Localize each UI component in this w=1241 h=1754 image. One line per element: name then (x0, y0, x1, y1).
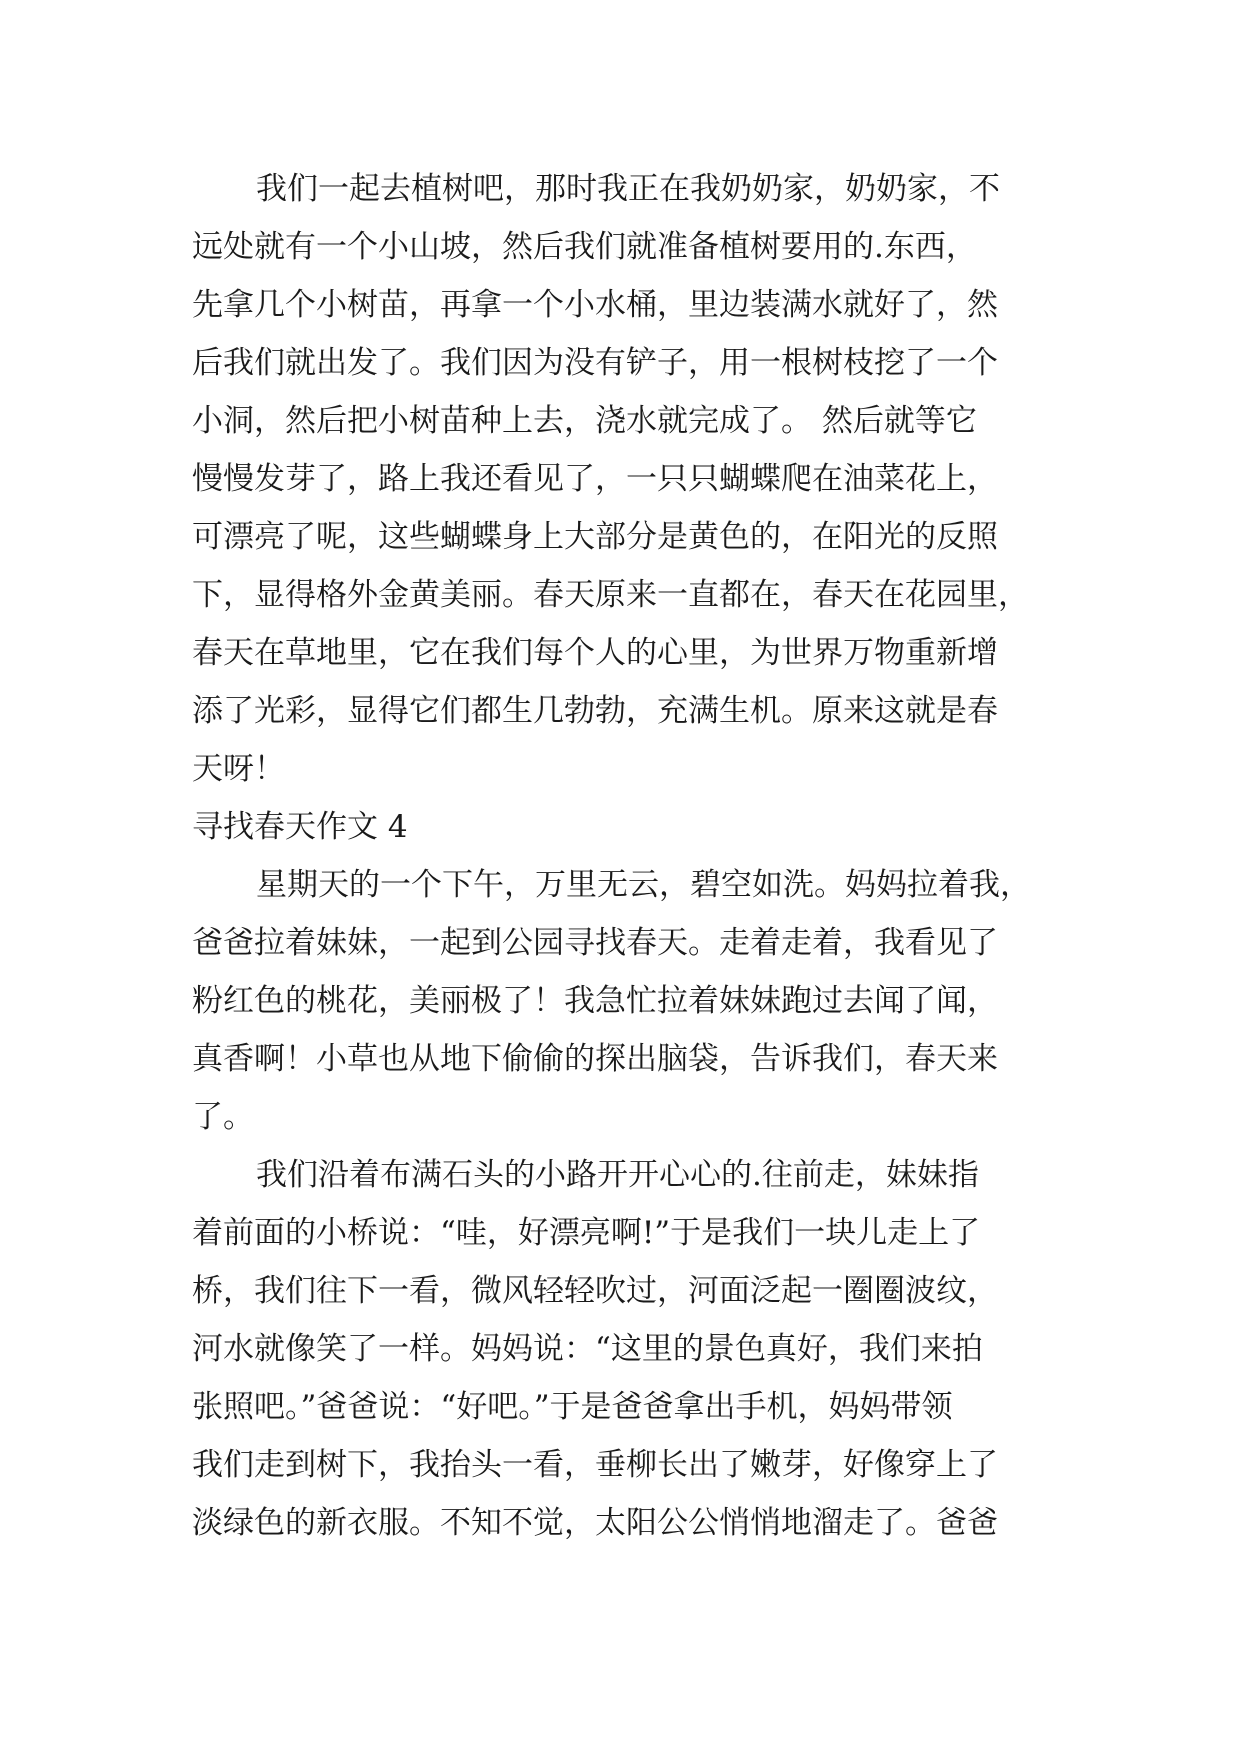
text-line: 我们沿着布满石头的小路开开心心的.往前走，妹妹指 (256, 1157, 979, 1193)
text-line: 远处就有一个小山坡，然后我们就准备植树要用的.东西， (192, 229, 977, 265)
text-line: 爸爸拉着妹妹，一起到公园寻找春天。走着走着，我看见了 (192, 925, 998, 961)
section-heading: 寻找春天作文 4 (192, 809, 408, 845)
text-line: 下，显得格外金黄美丽。春天原来一直都在，春天在花园里， (192, 577, 1029, 613)
text-line: 我们一起去植树吧，那时我正在我奶奶家，奶奶家，不 (256, 171, 1000, 207)
text-line: 星期天的一个下午，万里无云，碧空如洗。妈妈拉着我， (256, 867, 1031, 903)
text-line: 桥，我们往下一看，微风轻轻吹过，河面泛起一圈圈波纹， (192, 1273, 998, 1309)
text-line: 张照吧。”爸爸说：“好吧。”于是爸爸拿出手机，妈妈带领 (192, 1389, 953, 1425)
text-line: 可漂亮了呢，这些蝴蝶身上大部分是黄色的，在阳光的反照 (192, 519, 998, 555)
document-body (192, 160, 1072, 1552)
paragraph-1 (192, 160, 1072, 798)
text-line: 粉红色的桃花，美丽极了！我急忙拉着妹妹跑过去闻了闻， (192, 983, 998, 1019)
text-line: 添了光彩，显得它们都生几勃勃，充满生机。原来这就是春 (192, 693, 998, 729)
text-line: 天呀！ (192, 751, 285, 787)
text-line: 我们走到树下，我抬头一看，垂柳长出了嫩芽，好像穿上了 (192, 1447, 998, 1483)
text-line: 后我们就出发了。我们因为没有铲子，用一根树枝挖了一个 (192, 345, 998, 381)
text-line: 淡绿色的新衣服。不知不觉，太阳公公悄悄地溜走了。爸爸 (192, 1505, 998, 1541)
text-line: 先拿几个小树苗，再拿一个小水桶，里边装满水就好了，然 (192, 287, 998, 323)
text-line: 慢慢发芽了，路上我还看见了，一只只蝴蝶爬在油菜花上， (192, 461, 998, 497)
text-line: 真香啊！小草也从地下偷偷的探出脑袋，告诉我们，春天来 (192, 1041, 998, 1077)
paragraph-3 (192, 1146, 1072, 1552)
text-line: 了。 (192, 1099, 254, 1135)
text-line: 小洞，然后把小树苗种上去，浇水就完成了。 然后就等它 (192, 403, 977, 439)
text-line: 春天在草地里，它在我们每个人的心里，为世界万物重新增 (192, 635, 998, 671)
text-line: 河水就像笑了一样。妈妈说：“这里的景色真好，我们来拍 (192, 1331, 983, 1367)
paragraph-2 (192, 856, 1072, 1146)
text-line: 着前面的小桥说：“哇，好漂亮啊!”于是我们一块儿走上了 (192, 1215, 981, 1251)
